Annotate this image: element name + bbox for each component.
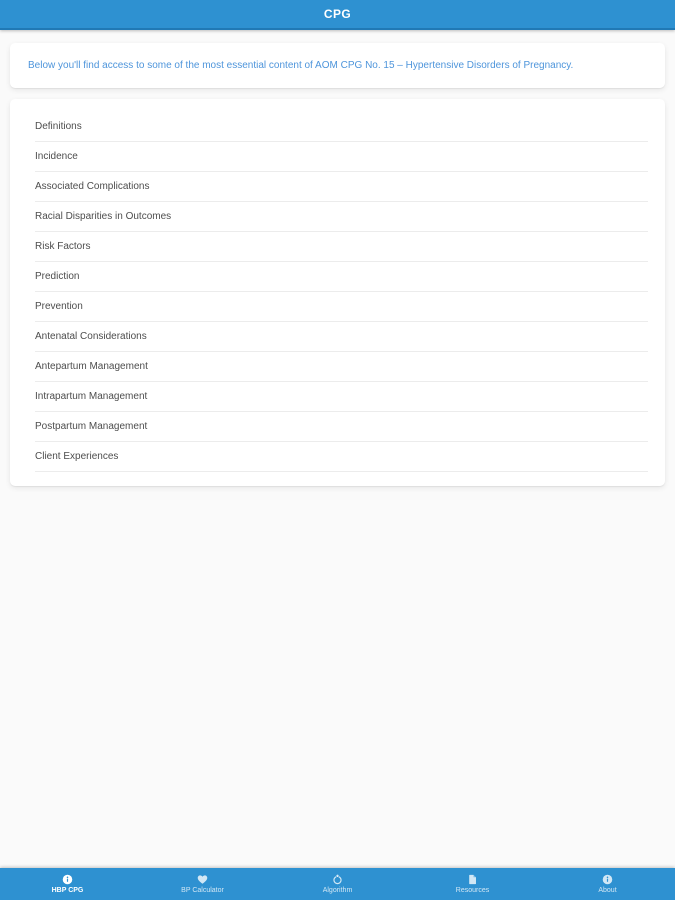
nav-item-resources[interactable] — [405, 868, 540, 900]
list-item[interactable]: Postpartum Management — [35, 412, 648, 442]
info-circle-icon — [62, 874, 73, 885]
intro-text: Below you'll find access to some of the most essential content of AOM CPG No. 15 – Hypertensive Disorders of Pregnancy. — [28, 59, 574, 71]
list-item[interactable]: Associated Complications — [35, 172, 648, 202]
nav-item-algorithm[interactable] — [270, 868, 405, 900]
nav-label: HBP CPG — [51, 887, 84, 894]
nav-item-about[interactable] — [540, 868, 675, 900]
nav-label: Resources — [455, 887, 490, 894]
cpg-list — [10, 112, 665, 472]
algorithm-node-icon — [332, 874, 343, 885]
list-item[interactable]: Racial Disparities in Outcomes — [35, 202, 648, 232]
page-title: CPG — [323, 7, 352, 21]
list-item[interactable]: Definitions — [35, 112, 648, 142]
list-item[interactable]: Prevention — [35, 292, 648, 322]
nav-label: About — [598, 887, 617, 894]
heart-icon — [197, 874, 208, 885]
app-header — [0, 0, 675, 30]
info-circle-icon — [602, 874, 613, 885]
bottom-nav — [0, 868, 675, 900]
document-icon — [467, 874, 478, 885]
nav-item-hbp-cpg[interactable] — [0, 868, 135, 900]
nav-label: BP Calculator — [181, 887, 224, 894]
list-item[interactable]: Intrapartum Management — [35, 382, 648, 412]
nav-label: Algorithm — [322, 887, 353, 894]
list-item[interactable]: Incidence — [35, 142, 648, 172]
list-item[interactable]: Risk Factors — [35, 232, 648, 262]
list-item[interactable]: Antepartum Management — [35, 352, 648, 382]
list-item[interactable]: Prediction — [35, 262, 648, 292]
intro-card — [10, 43, 665, 88]
cpg-list-card — [10, 99, 665, 486]
nav-item-bp-calculator[interactable] — [135, 868, 270, 900]
list-item[interactable]: Antenatal Considerations — [35, 322, 648, 352]
list-item[interactable]: Client Experiences — [35, 442, 648, 472]
